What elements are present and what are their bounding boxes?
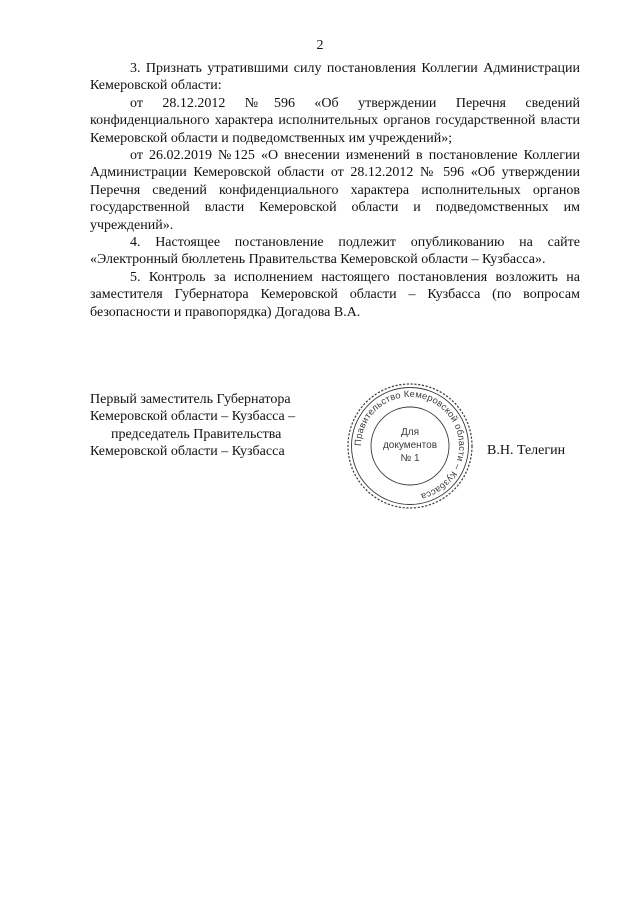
signatory-position-line: Первый заместитель Губернатора: [90, 392, 291, 407]
seal-center-line: № 1: [400, 453, 420, 464]
signatory-name: В.Н. Телегин: [487, 443, 566, 458]
document-body: [90, 60, 580, 321]
paragraph-4: 4. Настоящее постановление подлежит опубликованию на сайте «Электронный бюллетень Правительства Кемеровской области – Кузбасса».: [90, 235, 580, 268]
signatory-position-line: Кемеровской области – Кузбасса –: [90, 409, 296, 425]
official-seal-stamp: [346, 382, 474, 510]
seal-icon: [346, 382, 474, 510]
paragraph-3-item-1: от 28.12.2012 №596 «Об утверждении Перечня сведений конфиденциального характера исполнительных органов государственной власти Кемеровской области и подведомственных им учреждений»;: [90, 95, 580, 146]
paragraph-5: 5. Контроль за исполнением настоящего постановления возложить на заместителя Губернатора Кемеровской области – Кузбасса (по вопросам безопасности и правопорядка) Догадова В.А.: [90, 269, 580, 320]
paragraph-3: 3. Признать утратившими силу постановления Коллегии Администрации Кемеровской области:: [90, 61, 580, 94]
seal-center-line: документов: [382, 440, 438, 451]
signatory-position: [90, 391, 330, 461]
signatory-position-line: Кемеровской области – Кузбасса: [90, 444, 285, 460]
signatory-position-line: председатель Правительства: [111, 426, 282, 442]
page-number: 2: [316, 38, 324, 53]
paragraph-3-item-2: от 26.02.2019 №125 «О внесении изменений в постановление Коллегии Администрации Кемеровской области от 28.12.2012 № 596 «Об утверждении Перечня сведений конфиденциального характера исполнительных органов государственной власти Кемеровской области и подведомственных им учреждений».: [90, 148, 580, 233]
seal-ring-text: Правительство Кемеровской области – Кузбасса: [352, 388, 468, 502]
seal-center-line: Для: [400, 427, 420, 438]
